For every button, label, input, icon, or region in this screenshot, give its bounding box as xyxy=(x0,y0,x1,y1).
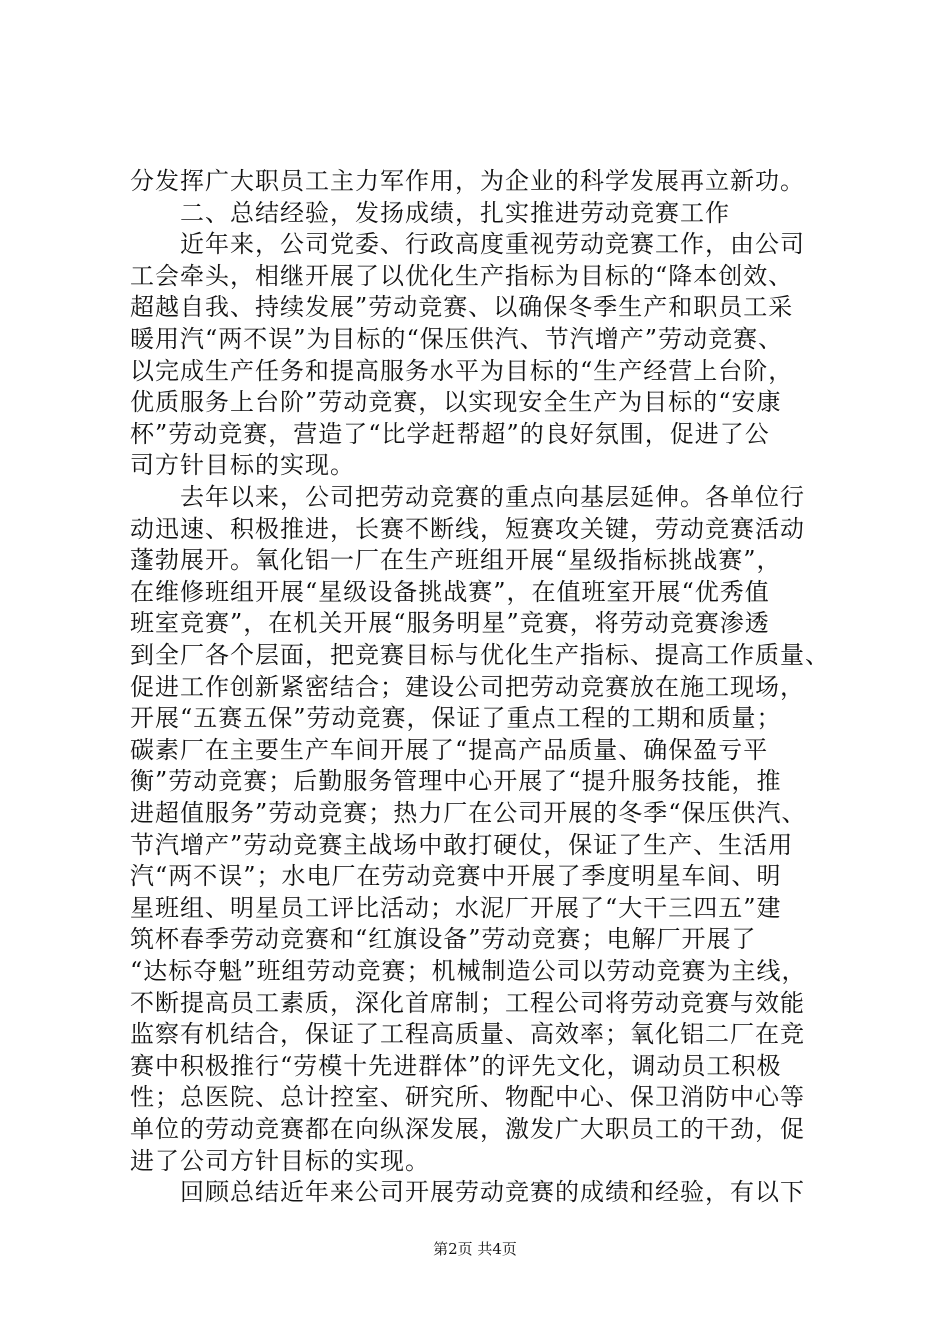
text-line: 到全厂各个层面，把竞赛目标与优化生产指标、提高工作质量、 xyxy=(130,641,830,669)
text-line: 蓬勃展开。氧化铝一厂在生产班组开展“星级指标挑战赛”， xyxy=(130,546,782,575)
text-line: 去年以来，公司把劳动竞赛的重点向基层延伸。各单位行 xyxy=(130,483,805,511)
text-line: 班室竞赛”，在机关开展“服务明星”竞赛，将劳动竞赛渗透 xyxy=(130,609,770,638)
text-line: 在维修班组开展“星级设备挑战赛”，在值班室开展“优秀值 xyxy=(130,577,770,606)
text-line: 性；总医院、总计控室、研究所、物配中心、保卫消防中心等 xyxy=(130,1083,805,1112)
text-line: 节汽增产”劳动竞赛主战场中敢打硬仗，保证了生产、生活用 xyxy=(130,830,794,859)
text-line: 进了公司方针目标的实现。 xyxy=(130,1146,430,1175)
text-line: 筑杯春季劳动竞赛和“红旗设备”劳动竞赛；电解厂开展了 xyxy=(130,925,757,954)
text-line: 单位的劳动竞赛都在向纵深发展，激发广大职员工的干劲，促 xyxy=(130,1115,805,1143)
text-line: 不断提高员工素质，深化首席制；工程公司将劳动竞赛与效能 xyxy=(130,988,805,1017)
text-line: 进超值服务”劳动竞赛；热力厂在公司开展的冬季“保压供汽、 xyxy=(130,799,807,827)
text-line: 司方针目标的实现。 xyxy=(130,451,355,480)
text-line: 动迅速、积极推进，长赛不断线，短赛攻关键，劳动竞赛活动 xyxy=(130,514,805,543)
text-line: 近年来，公司党委、行政高度重视劳动竞赛工作，由公司 xyxy=(130,230,805,259)
text-line: 以完成生产任务和提高服务水平为目标的“生产经营上台阶， xyxy=(130,356,794,385)
page-footer xyxy=(0,1238,950,1260)
text-line: 开展“五赛五保”劳动竞赛，保证了重点工程的工期和质量； xyxy=(130,704,782,733)
section-heading: 二、总结经验，发扬成绩，扎实推进劳动竞赛工作 xyxy=(130,198,730,227)
text-line: 超越自我、持续发展”劳动竞赛、以确保冬季生产和职员工采 xyxy=(130,293,794,322)
text-line: 暖用汽“两不误”为目标的“保压供汽、节汽增产”劳动竞赛、 xyxy=(130,325,784,353)
text-line: “达标夺魁”班组劳动竞赛；机械制造公司以劳动竞赛为主线， xyxy=(130,957,807,985)
text-line: 碳素厂在主要生产车间开展了“提高产品质量、确保盈亏平 xyxy=(130,735,769,764)
text-line: 星班组、明星员工评比活动；水泥厂开展了“大干三四五”建 xyxy=(130,893,782,922)
text-line: 汽“两不误”；水电厂在劳动竞赛中开展了季度明星车间、明 xyxy=(130,862,782,891)
text-line: 监察有机结合，保证了工程高质量、高效率；氧化铝二厂在竞 xyxy=(130,1020,805,1049)
text-line: 工会牵头，相继开展了以优化生产指标为目标的“降本创效、 xyxy=(130,261,794,290)
text-line: 分发挥广大职员工主力军作用，为企业的科学发展再立新功。 xyxy=(130,167,805,195)
text-line: 杯”劳动竞赛，营造了“比学赶帮超”的良好氛围，促进了公 xyxy=(130,419,770,448)
text-line: 回顾总结近年来公司开展劳动竞赛的成绩和经验，有以下 xyxy=(130,1178,805,1207)
text-line: 促进工作创新紧密结合；建设公司把劳动竞赛放在施工现场， xyxy=(130,672,805,701)
text-line: 优质服务上台阶”劳动竞赛，以实现安全生产为目标的“安康 xyxy=(130,388,782,417)
page-number: 第2页 共4页 xyxy=(433,1240,517,1258)
text-line: 赛中积极推行“劳模十先进群体”的评先文化，调动员工积极 xyxy=(130,1051,782,1080)
text-line: 衡”劳动竞赛；后勤服务管理中心开展了“提升服务技能，推 xyxy=(130,767,782,796)
